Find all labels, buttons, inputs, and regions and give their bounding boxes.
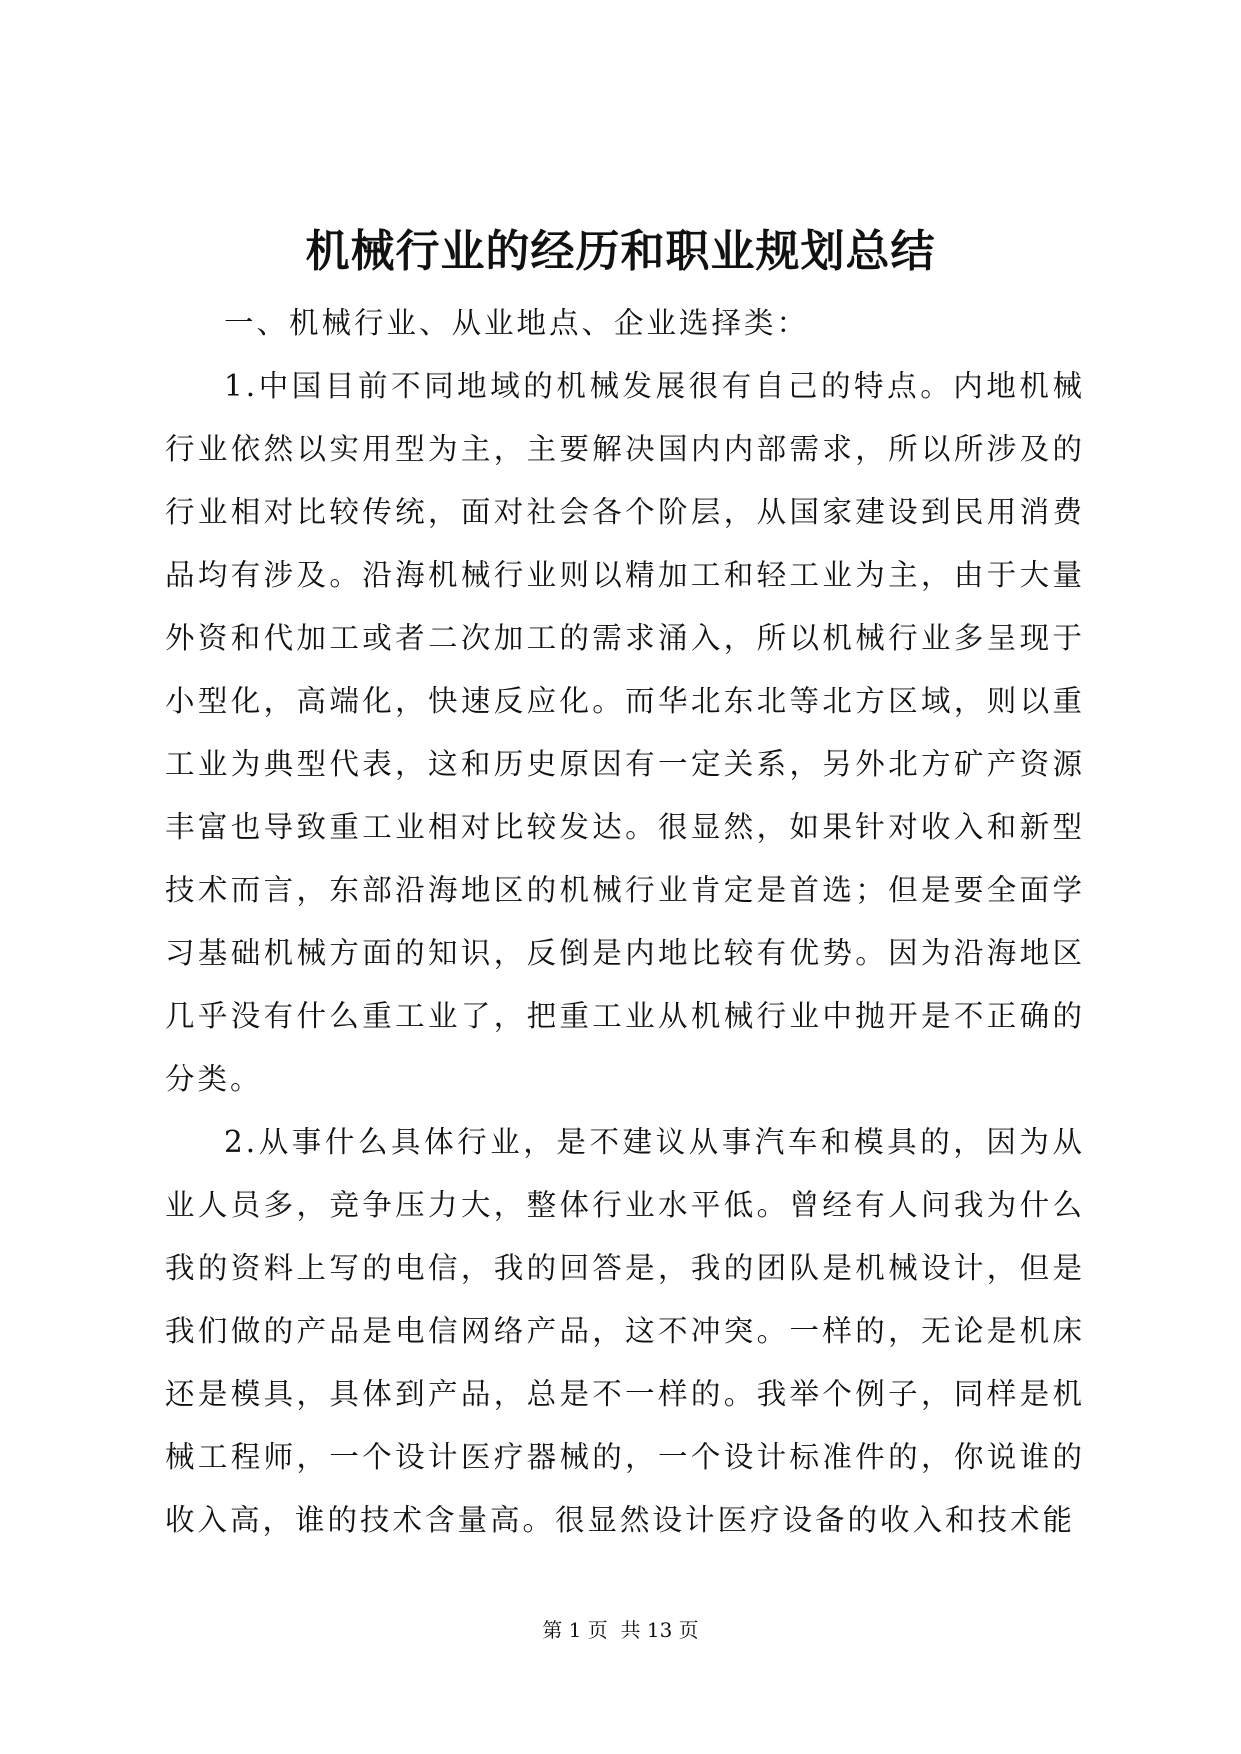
document-body [165,292,1085,1552]
document-title: 机械行业的经历和职业规划总结 [305,226,936,277]
page-number: 第 1 页 共 13 页 [542,1618,699,1642]
section-heading: 一、机械行业、从业地点、企业选择类： [224,306,810,340]
page-footer [0,1617,1241,1643]
paragraph-2: 2.从事什么具体行业，是不建议从事汽车和模具的，因为从业人员多，竞争压力大，整体行业水平低。曾经有人问我为什么我的资料上写的电信，我的回答是，我的团队是机械设计，但是我们做的产品是电信网络产品，这不冲突。一样的，无论是机床还是模具，具体到产品，总是不一样的。我举个例子，同样是机械工程师，一个设计医疗器械的，一个设计标准件的，你说谁的收入高，谁的技术含量高。很显然设计医疗设备的收入和技术能 [165,1125,1085,1537]
paragraph-1: 1.中国目前不同地域的机械发展很有自己的特点。内地机械行业依然以实用型为主，主要解决国内内部需求，所以所涉及的行业相对比较传统，面对社会各个阶层，从国家建设到民用消费品均有涉及。沿海机械行业则以精加工和轻工业为主，由于大量外资和代加工或者二次加工的需求涌入，所以机械行业多呈现于小型化，高端化，快速反应化。而华北东北等北方区域，则以重工业为典型代表，这和历史原因有一定关系，另外北方矿产资源丰富也导致重工业相对比较发达。很显然，如果针对收入和新型技术而言，东部沿海地区的机械行业肯定是首选；但是要全面学习基础机械方面的知识，反倒是内地比较有优势。因为沿海地区几乎没有什么重工业了，把重工业从机械行业中抛开是不正确的分类。 [165,369,1085,1096]
